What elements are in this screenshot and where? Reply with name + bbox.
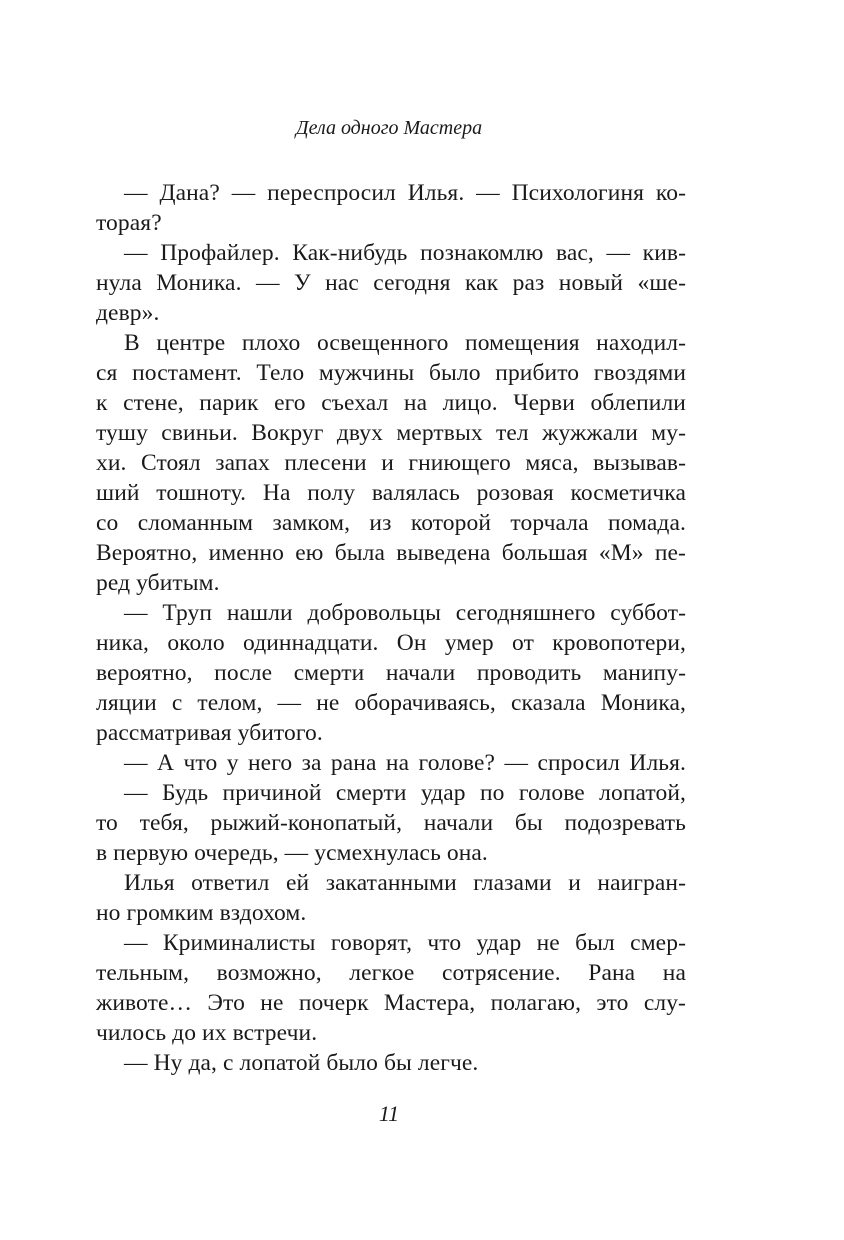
text-line: нула Моника. — У нас сегодня как раз новый «ше- <box>96 270 686 296</box>
text-line: в первую очередь, — усмехнулась она. <box>96 840 488 866</box>
text-line: Вероятно, именно ею была выведена большая «М» пе- <box>96 540 686 566</box>
text-line: — Дана? — переспросил Илья. — Психологиня ко- <box>124 180 686 206</box>
text-line: — Труп нашли добровольцы сегодняшнего суббот- <box>124 600 686 626</box>
text-line: ся постамент. Тело мужчины было прибито гвоздями <box>96 360 686 386</box>
text-line: со сломанным замком, из которой торчала помада. <box>96 510 686 536</box>
text-line: ника, около одиннадцати. Он умер от кровопотери, <box>96 630 686 656</box>
text-line: В центре плохо освещенного помещения находил- <box>124 330 686 356</box>
page-number: 11 <box>378 1101 400 1126</box>
text-line: тушу свиньи. Вокруг двух мертвых тел жужжали му- <box>96 420 686 446</box>
text-line: — Ну да, с лопатой было бы легче. <box>124 1050 479 1076</box>
text-line: чилось до их встречи. <box>96 1020 318 1046</box>
text-line: к стене, парик его съехал на лицо. Черви облепили <box>96 390 686 416</box>
text-line: ред убитым. <box>96 570 220 596</box>
text-line: вероятно, после смерти начали проводить манипу- <box>96 660 686 686</box>
text-line: ший тошноту. На полу валялась розовая косметичка <box>96 480 686 506</box>
body-text <box>96 178 686 1078</box>
text-line: Илья ответил ей закатанными глазами и наигран- <box>124 870 686 896</box>
text-line: девр». <box>96 300 160 326</box>
running-header: Дела одного Мастера <box>295 117 483 139</box>
text-line: животе… Это не почерк Мастера, полагаю, это слу- <box>96 990 686 1016</box>
text-line: — Криминалисты говорят, что удар не был смер- <box>124 930 686 956</box>
text-line: — Будь причиной смерти удар по голове лопатой, <box>124 780 686 806</box>
text-line: — А что у него за рана на голове? — спросил Илья. <box>124 750 686 776</box>
text-line: рассматривая убитого. <box>96 720 323 746</box>
text-line: то тебя, рыжий-конопатый, начали бы подозревать <box>96 810 686 836</box>
text-line: но громким вздохом. <box>96 900 307 926</box>
text-line: — Профайлер. Как-нибудь познакомлю вас, — кив- <box>124 240 686 266</box>
text-line: хи. Стоял запах плесени и гниющего мяса, вызывав- <box>96 450 686 476</box>
text-line: торая? <box>96 210 162 236</box>
text-line: ляции с телом, — не оборачиваясь, сказала Моника, <box>96 690 686 716</box>
text-line: тельным, возможно, легкое сотрясение. Рана на <box>96 960 686 986</box>
